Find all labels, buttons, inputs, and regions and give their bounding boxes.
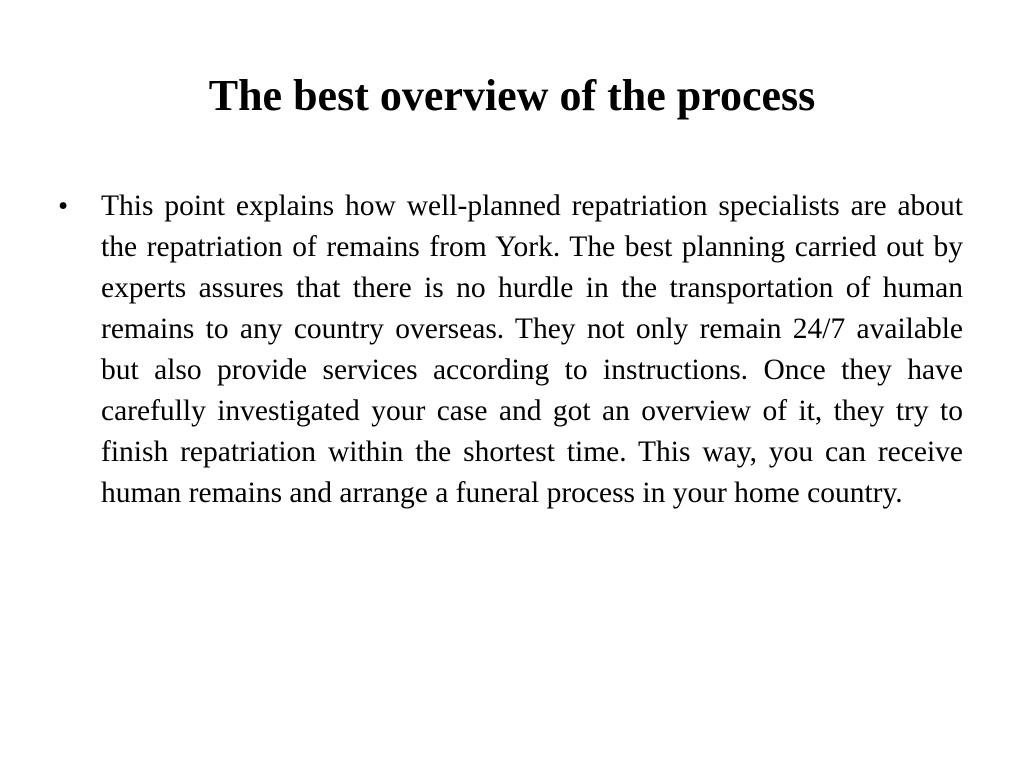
bullet-list (58, 186, 963, 514)
bullet-text: This point explains how well-planned repatriation specialists are about the repatriation of remains from York. The best planning carried out by experts assures that there is no hurdle in the transportation of human remains to any country overseas. They not only remain 24/7 available but also provide services according to instructions. Once they have carefully investigated your case and got an overview of it, they try to finish repatriation within the shortest time. This way, you can receive human remains and arrange a funeral process in your home country. (101, 190, 963, 509)
bullet-item (58, 186, 963, 514)
slide-title: The best overview of the process (208, 71, 816, 120)
bullet-marker: • (58, 190, 69, 222)
